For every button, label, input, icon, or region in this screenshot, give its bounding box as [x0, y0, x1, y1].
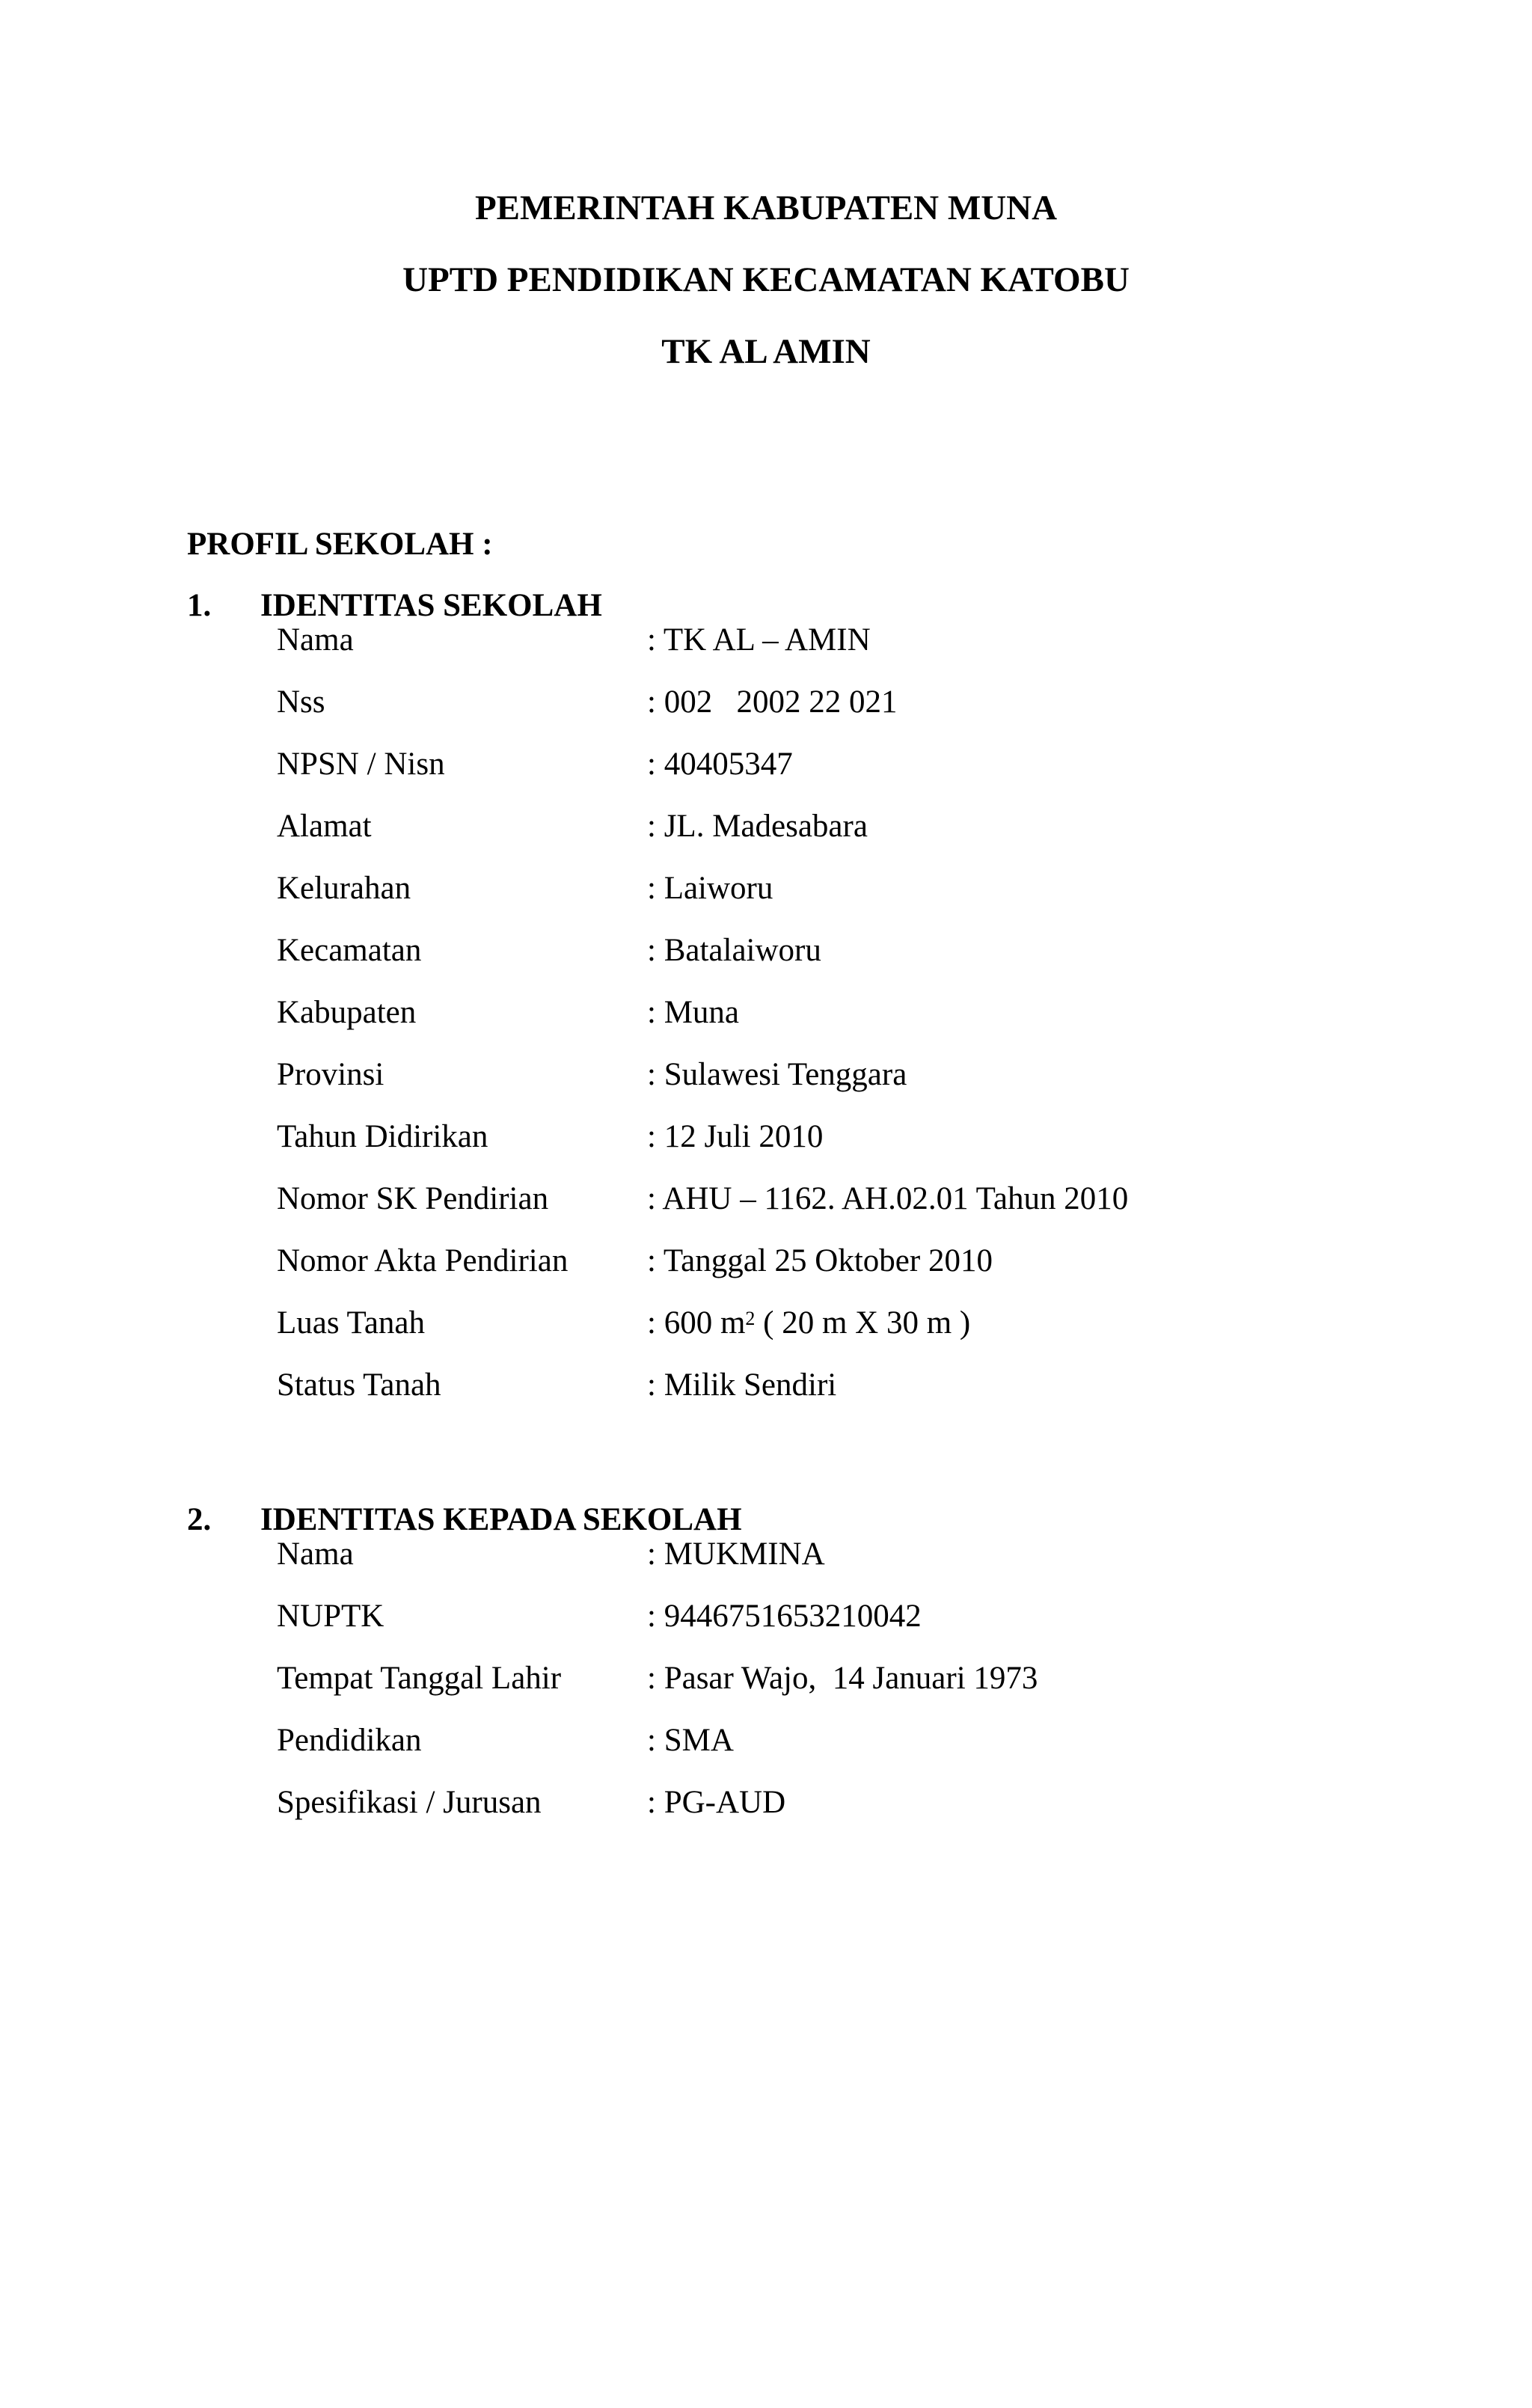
field-label: Tempat Tanggal Lahir	[277, 1661, 562, 1696]
field-row	[277, 928, 1474, 990]
profile-heading: PROFIL SEKOLAH :	[187, 527, 493, 562]
field-label: Luas Tanah	[277, 1305, 425, 1341]
field-label: NPSN / Nisn	[277, 747, 445, 782]
field-row	[277, 1718, 1474, 1780]
field-row	[277, 1656, 1474, 1718]
field-value: : TK AL – AMIN	[647, 622, 871, 658]
field-value	[647, 1301, 970, 1346]
field-row	[277, 742, 1474, 804]
section-school-identity	[187, 585, 1459, 1403]
field-value: : JL. Madesabara	[647, 809, 868, 844]
field-row	[277, 1363, 1474, 1425]
field-value: : Muna	[647, 995, 740, 1030]
header-line-1: PEMERINTAH KABUPATEN MUNA	[474, 189, 1058, 227]
field-value: : 9446751653210042	[647, 1599, 922, 1634]
field-label: Spesifikasi / Jurusan	[277, 1785, 542, 1820]
field-list	[277, 618, 1474, 1425]
field-label: Nomor Akta Pendirian	[277, 1243, 569, 1278]
field-label: Nss	[277, 684, 325, 720]
field-row	[277, 680, 1474, 742]
field-value: : Batalaiworu	[647, 933, 821, 968]
field-value: : 12 Juli 2010	[647, 1119, 824, 1154]
section-label: IDENTITAS KEPADA SEKOLAH	[260, 1502, 742, 1537]
field-value: : MUKMINA	[647, 1537, 825, 1572]
field-row	[277, 1177, 1474, 1239]
field-value: : AHU – 1162. AH.02.01 Tahun 2010	[647, 1181, 1129, 1216]
field-label: Provinsi	[277, 1057, 384, 1092]
field-value: : PG-AUD	[647, 1785, 786, 1820]
section-label: IDENTITAS SEKOLAH	[260, 588, 602, 623]
field-row	[277, 1532, 1474, 1594]
field-value-part: : 600 m	[647, 1305, 746, 1341]
section-number: 1.	[187, 588, 212, 623]
field-value: : Tanggal 25 Oktober 2010	[647, 1243, 993, 1278]
field-list	[277, 1532, 1474, 1842]
field-label: Nomor SK Pendirian	[277, 1181, 549, 1216]
field-value-part: ( 20 m X 30 m )	[755, 1305, 971, 1341]
field-row	[277, 1115, 1474, 1177]
field-label: Nama	[277, 1537, 354, 1572]
field-label: Status Tanah	[277, 1367, 441, 1403]
section-number: 2.	[187, 1502, 212, 1537]
field-row	[277, 618, 1474, 680]
field-label: Pendidikan	[277, 1723, 422, 1758]
field-value: : 40405347	[647, 747, 793, 782]
field-label: Kecamatan	[277, 933, 422, 968]
field-value: : Milik Sendiri	[647, 1367, 837, 1403]
section-head-identity	[187, 1499, 1459, 1820]
field-row	[277, 1239, 1474, 1301]
field-label: NUPTK	[277, 1599, 384, 1634]
field-label: Alamat	[277, 809, 372, 844]
field-row	[277, 1780, 1474, 1842]
field-row	[277, 990, 1474, 1053]
field-value: : Pasar Wajo, 14 Januari 1973	[647, 1661, 1038, 1696]
field-label: Nama	[277, 622, 354, 658]
header-line-2: UPTD PENDIDIKAN KECAMATAN KATOBU	[402, 260, 1130, 299]
field-value: : 002 2002 22 021	[647, 684, 898, 720]
field-row	[277, 1594, 1474, 1656]
field-value: : Laiworu	[647, 871, 773, 906]
field-label: Kelurahan	[277, 871, 411, 906]
field-row	[277, 1053, 1474, 1115]
field-value: : SMA	[647, 1723, 734, 1758]
field-row	[277, 866, 1474, 928]
field-label: Tahun Didirikan	[277, 1119, 488, 1154]
field-row	[277, 1301, 1474, 1363]
field-row	[277, 804, 1474, 866]
field-label: Kabupaten	[277, 995, 417, 1030]
header-line-3: TK AL AMIN	[661, 332, 871, 371]
field-value: : Sulawesi Tenggara	[647, 1057, 907, 1092]
superscript: 2	[745, 1308, 756, 1329]
